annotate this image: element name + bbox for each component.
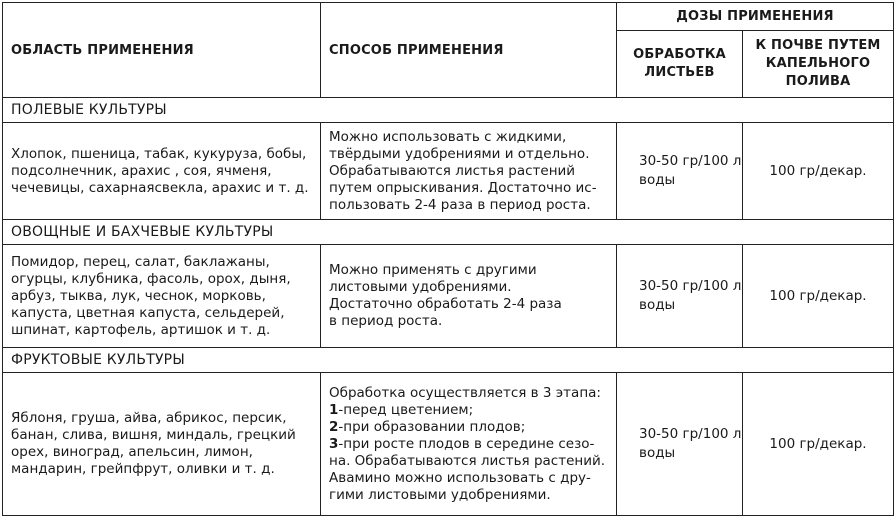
method-step xyxy=(329,419,612,436)
method-line: гими листовыми удобрениями. xyxy=(329,486,551,503)
table-row xyxy=(3,245,894,348)
method-line: Можно использовать с жидкими, xyxy=(329,128,567,145)
leaf-dose-cell xyxy=(617,123,743,220)
header-soil-line2: КАПЕЛЬНОГО xyxy=(765,56,871,71)
method-cell xyxy=(321,123,617,220)
step-number: 1 xyxy=(329,401,339,418)
area-cell xyxy=(3,373,321,516)
method-intro: Обработка осуществляется в 3 этапа: xyxy=(329,384,601,401)
area-line: чечевицы, сахарнаясвекла, арахис и т. д. xyxy=(11,179,309,196)
method-line: путем опрыскивания. Достаточно ис- xyxy=(329,179,597,196)
header-soil-line3: ПОЛИВА xyxy=(785,74,851,89)
area-line: орех, виноград, апельсин, лимон, xyxy=(11,444,253,460)
method-line: Можно применять с другими xyxy=(329,262,537,278)
step-number: 2 xyxy=(329,418,339,435)
area-line: шпинат, картофель, артишок и т. д. xyxy=(11,321,271,338)
leaf-dose-line2: воды xyxy=(639,445,676,461)
leaf-dose-cell xyxy=(617,373,743,516)
method-line: листовыми удобрениями. xyxy=(329,279,512,295)
section-row-vegetable-crops xyxy=(3,220,894,245)
header-leaf-line2: ЛИСТЬЕВ xyxy=(644,65,715,80)
header-leaf-line1: ОБРАБОТКА xyxy=(633,47,726,62)
header-method: СПОСОБ ПРИМЕНЕНИЯ xyxy=(321,3,617,98)
area-line: огурцы, клубника, фасоль, орох, дыня, xyxy=(11,270,291,287)
leaf-dose-line1: 30-50 гр/100 л xyxy=(639,278,742,294)
area-line: арбуз, тыква, лук, чеснок, морковь, xyxy=(11,287,266,304)
area-cell xyxy=(3,245,321,348)
table-row xyxy=(3,373,894,516)
area-line: мандарин, грейпфрут, оливки и т. д. xyxy=(11,461,275,477)
soil-dose-cell: 100 гр/декар. xyxy=(743,245,894,348)
header-leaf-treatment xyxy=(617,31,743,98)
area-line: Яблоня, груша, айва, абрикос, персик, xyxy=(11,410,287,426)
table-row xyxy=(3,123,894,220)
soil-dose-cell: 100 гр/декар. xyxy=(743,373,894,516)
method-line: пользовать 2-4 раза в период роста. xyxy=(329,196,591,213)
method-line: Обрабатываются листья растений xyxy=(329,162,576,179)
method-line: Достаточно обработать 2-4 раза xyxy=(329,296,562,312)
header-area: ОБЛАСТЬ ПРИМЕНЕНИЯ xyxy=(3,3,321,98)
leaf-dose-line2: воды xyxy=(639,172,676,188)
method-line: твёрдыми удобрениями и отдельно. xyxy=(329,145,590,162)
leaf-dose-line1: 30-50 гр/100 л xyxy=(639,426,742,442)
area-line: Хлопок, пшеница, табак, кукуруза, бобы, xyxy=(11,145,307,162)
leaf-dose-line1: 30-50 гр/100 л xyxy=(639,153,742,169)
area-line: капуста, цветная капуста, сельдерей, xyxy=(11,304,285,321)
method-cell xyxy=(321,245,617,348)
step-text: -при росте плодов в середине сезо- xyxy=(338,435,595,452)
method-step xyxy=(329,436,612,453)
step-text: -перед цветением; xyxy=(338,401,474,418)
area-line: Помидор, перец, салат, баклажаны, xyxy=(11,253,270,270)
application-table xyxy=(2,2,894,516)
area-line: банан, слива, вишня, миндаль, грецкий xyxy=(11,427,296,443)
section-title: ПОЛЕВЫЕ КУЛЬТУРЫ xyxy=(3,98,894,123)
header-doses: ДОЗЫ ПРИМЕНЕНИЯ xyxy=(617,3,894,31)
method-line: в период роста. xyxy=(329,313,443,329)
section-row-field-crops xyxy=(3,98,894,123)
section-row-fruit-crops xyxy=(3,348,894,373)
method-step xyxy=(329,402,612,419)
header-row xyxy=(3,3,894,31)
area-line: подсолнечник, арахис , соя, ячменя, xyxy=(11,162,272,179)
section-title: ФРУКТОВЫЕ КУЛЬТУРЫ xyxy=(3,348,894,373)
area-cell xyxy=(3,123,321,220)
section-title: ОВОЩНЫЕ И БАХЧЕВЫЕ КУЛЬТУРЫ xyxy=(3,220,894,245)
header-soil-line1: К ПОЧВЕ ПУТЕМ xyxy=(755,38,881,53)
step-text: -при образовании плодов; xyxy=(338,418,526,435)
method-line: Авамино можно использовать с дру- xyxy=(329,469,591,486)
method-cell xyxy=(321,373,617,516)
header-drip-irrigation xyxy=(743,31,894,98)
leaf-dose-line2: воды xyxy=(639,297,676,313)
method-line: на. Обрабатываются листья растений. xyxy=(329,452,606,469)
leaf-dose-cell xyxy=(617,245,743,348)
step-number: 3 xyxy=(329,435,339,452)
soil-dose-cell: 100 гр/декар. xyxy=(743,123,894,220)
